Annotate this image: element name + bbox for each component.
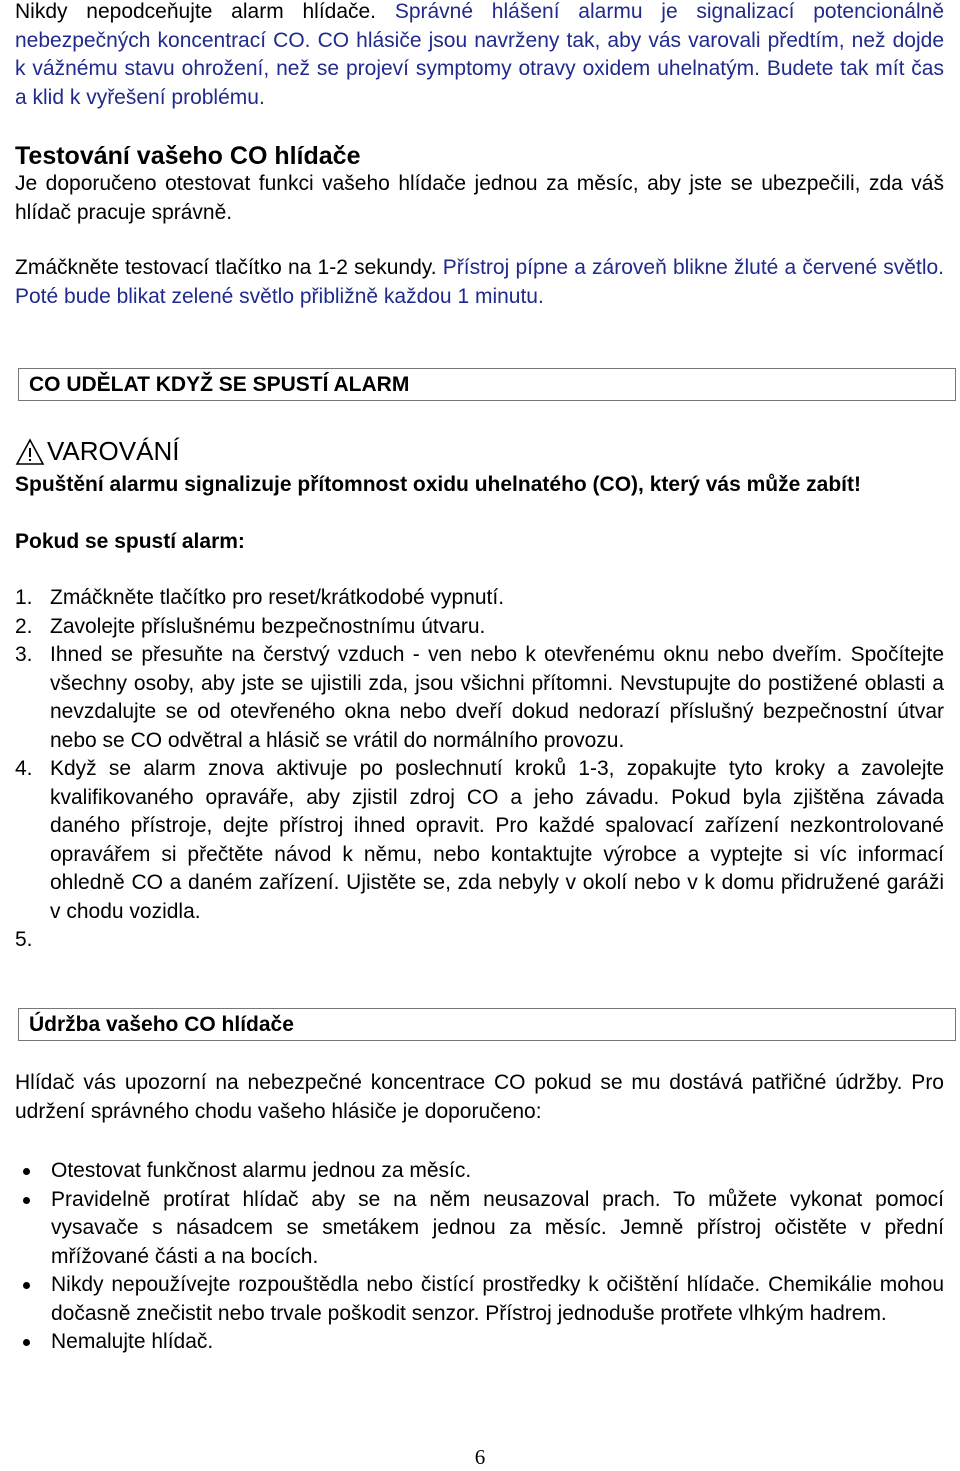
bullet-icon bbox=[15, 1271, 51, 1300]
bullet-icon bbox=[15, 1157, 51, 1186]
testing-paragraph-1: Je doporučeno otestovat funkci vašeho hlídače jednou za měsíc, aby jste se ubezpečili, zda váš hlídač pracuje správně. bbox=[15, 172, 944, 224]
list-item bbox=[15, 613, 944, 642]
if-alarm-label: Pokud se spustí alarm: bbox=[15, 530, 245, 553]
step-number: 2. bbox=[15, 614, 33, 638]
step-text: Ihned se přesuňte na čerstvý vzduch - ven nebo k otevřenému oknu nebo dveřím. Spočítejte všechny osoby, aby jste se ujistili zda, jsou všichni přítomni. Nevstupujte do postižené oblasti a nevzdalujte se od otevřeného okna nebo dveří dokud nedorazí příslušný bezpečnostní útvar nebo se CO odvětral a hlásič se vrátil do normálního provozu. bbox=[50, 643, 944, 752]
warning-title: VAROVÁNÍ bbox=[47, 436, 180, 466]
step-number: 3. bbox=[15, 643, 33, 666]
intro-plain-text: Nikdy nepodceňujte alarm hlídače. bbox=[15, 0, 395, 23]
bullet-icon bbox=[15, 1186, 51, 1215]
step-text: Zavolejte příslušnému bezpečnostnímu útvaru. bbox=[50, 614, 486, 638]
list-item bbox=[15, 926, 944, 955]
warning-triangle-icon bbox=[15, 437, 45, 467]
intro-blue-text: Správné hlášení alarmu je signalizací potencionálně nebezpečných koncentrací CO. CO hlásiče jsou navrženy tak, aby vás varovali předtím, než dojde k vážnému stavu ohrožení, než se projeví symptomy otravy oxidem uhelnatým. Budete tak mít čas a klid k vyřešení problému. bbox=[15, 0, 945, 109]
testing-p2-blue: Přístroj pípne a zároveň blikne žluté a červené světlo. Poté bude blikat zelené světlo přibližně každou 1 minutu. bbox=[15, 256, 945, 308]
step-text bbox=[50, 926, 944, 955]
warning-row bbox=[15, 435, 179, 467]
list-item bbox=[15, 755, 944, 926]
list-item bbox=[15, 1328, 944, 1357]
alarm-section-heading: CO UDĚLAT KDYŽ SE SPUSTÍ ALARM bbox=[18, 368, 956, 401]
testing-heading: Testování vašeho CO hlídače bbox=[15, 142, 361, 170]
page-number: 6 bbox=[474, 1445, 486, 1469]
list-item bbox=[15, 641, 944, 755]
maintenance-paragraph: Hlídač vás upozorní na nebezpečné koncentrace CO pokud se mu dostává patřičné údržby. Pro udržení správného chodu vašeho hlásiče je doporučeno: bbox=[15, 1071, 944, 1123]
bullet-text: Otestovat funkčnost alarmu jednou za měsíc. bbox=[51, 1159, 472, 1182]
list-item bbox=[15, 584, 944, 613]
warning-text: Spuštění alarmu signalizuje přítomnost oxidu uhelnatého (CO), který vás může zabít! bbox=[15, 473, 861, 496]
step-number: 5. bbox=[15, 928, 33, 951]
intro-paragraph bbox=[15, 0, 944, 112]
testing-p2-plain: Zmáčkněte testovací tlačítko na 1-2 sekundy. bbox=[15, 256, 443, 279]
alarm-steps-list bbox=[15, 584, 944, 955]
bullet-icon bbox=[15, 1328, 51, 1357]
bullet-text: Nemalujte hlídač. bbox=[51, 1330, 214, 1353]
step-text: Když se alarm znova aktivuje po poslechnutí kroků 1-3, zopakujte tyto kroky a zavolejte kvalifikovaného opraváře, aby zjistil zdroj CO a jeho závadu. Pokud byla zjištěna závada daného přístroje, dejte přístroj ihned opravit. Pro každé spalovací zařízení nezkontrolované opravářem si přečtěte návod k němu, nebo kontaktujte výrobce a vyptejte si víc informací ohledně CO a daném zařízení. Ujistěte se, zda nebyly v okolí nebo v k domu přidružené garáži v chodu vozidla. bbox=[50, 757, 944, 923]
step-number: 4. bbox=[15, 757, 33, 780]
step-number: 1. bbox=[15, 586, 33, 609]
testing-paragraph-2 bbox=[15, 254, 944, 311]
list-item bbox=[15, 1271, 944, 1328]
list-item bbox=[15, 1157, 944, 1186]
step-text: Zmáčkněte tlačítko pro reset/krátkodobé vypnutí. bbox=[50, 586, 505, 609]
maintenance-heading: Údržba vašeho CO hlídače bbox=[18, 1008, 956, 1041]
bullet-text: Nikdy nepoužívejte rozpouštědla nebo čistící prostředky k očištění hlídače. Chemikálie mohou dočasně znečistit nebo trvale poškodit senzor. Přístroj jednoduše protřete vlhkým hadrem. bbox=[51, 1273, 944, 1325]
maintenance-bullet-list bbox=[15, 1157, 944, 1357]
list-item bbox=[15, 1186, 944, 1272]
bullet-text: Pravidelně protírat hlídač aby se na něm neusazoval prach. To můžete vykonat pomocí vysavače s násadcem se smetákem jednou za měsíc. Jemně přístroj očistěte v přední mřížované části a na bocích. bbox=[51, 1187, 944, 1268]
